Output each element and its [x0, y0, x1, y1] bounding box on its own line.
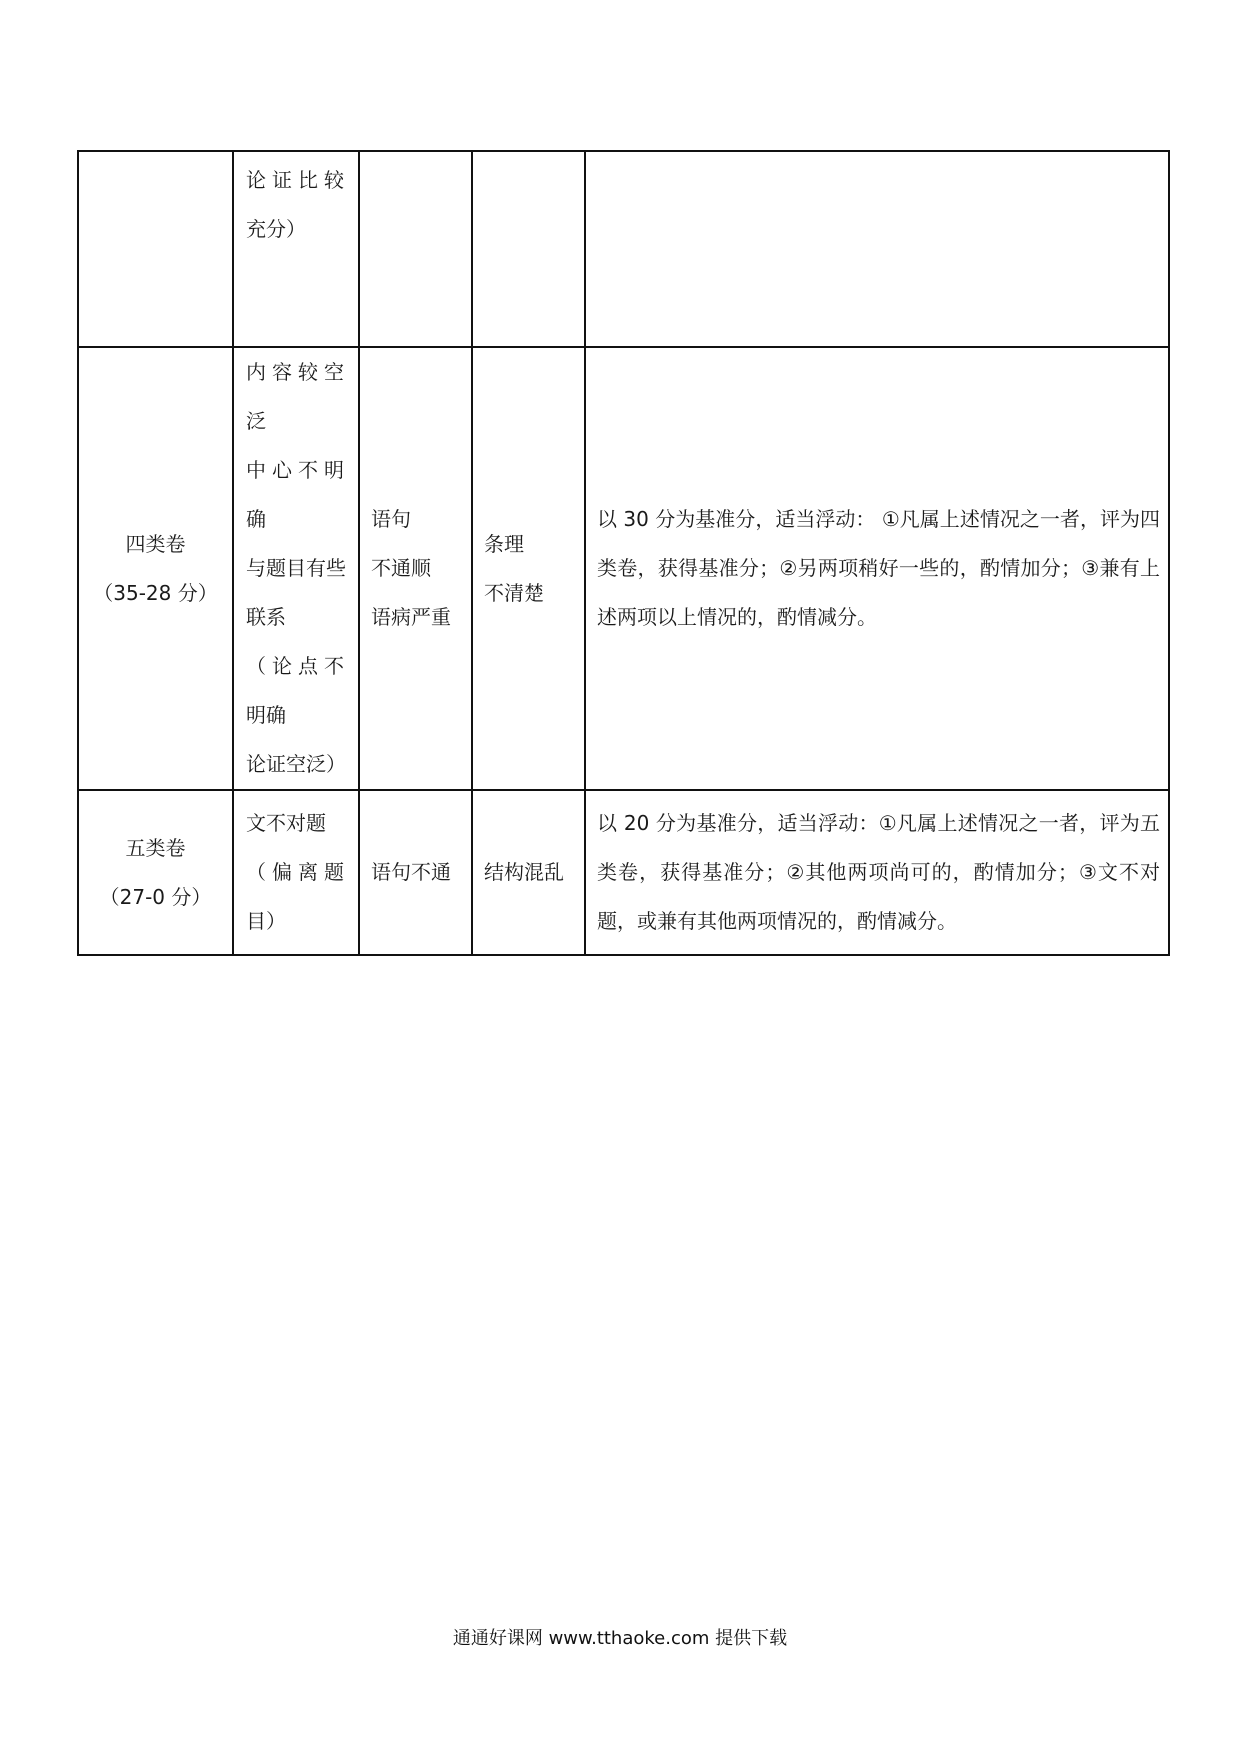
grade-range: （35-28 分）: [93, 580, 218, 605]
table-row: [78, 151, 1169, 347]
content-line: 论证比较: [246, 168, 350, 192]
content-line: 中心不明: [246, 458, 350, 482]
content-line: 确: [246, 507, 266, 531]
language-line: 不通顺: [371, 556, 431, 580]
content-cell: [233, 347, 359, 790]
content-line: 目）: [246, 909, 286, 933]
grade-label: 五类卷: [125, 835, 186, 860]
content-line: 明确: [246, 703, 286, 727]
language-line: 语句不通: [371, 860, 451, 884]
structure-cell: [472, 347, 585, 790]
language-cell: [359, 790, 472, 955]
table-row: [78, 790, 1169, 955]
structure-line: 条理: [484, 531, 524, 556]
note-text: 以 20 分为基准分，适当浮动：①凡属上述情况之一者，评为五类卷，获得基准分；②其他两项尚可的，酌情加分；③文不对题，或兼有其他两项情况的，酌情减分。: [597, 811, 1160, 933]
content-line: 论证空泛）: [246, 752, 346, 776]
content-line: （偏离题: [246, 860, 350, 884]
language-line: 语句: [371, 507, 411, 531]
content-line: 与题目有些: [246, 556, 346, 580]
note-cell: [585, 790, 1169, 955]
structure-cell: [472, 151, 585, 347]
content-line: 泛: [246, 409, 266, 433]
content-line: 充分）: [246, 217, 306, 241]
note-cell: [585, 347, 1169, 790]
grade-cell: [78, 151, 233, 347]
grade-cell: [78, 790, 233, 955]
structure-cell: [472, 790, 585, 955]
note-text: 以 30 分为基准分，适当浮动： ①凡属上述情况之一者，评为四类卷，获得基准分；②另两项稍好一些的，酌情加分；③兼有上述两项以上情况的，酌情减分。: [597, 507, 1160, 629]
content-cell: [233, 790, 359, 955]
structure-line: 不清楚: [484, 580, 544, 605]
content-cell: [233, 151, 359, 347]
table-row: [78, 347, 1169, 790]
grading-table: [77, 150, 1170, 956]
content-line: 内容较空: [246, 360, 350, 384]
content-line: 联系: [246, 605, 286, 629]
content-line: （论点不: [246, 654, 350, 678]
note-cell: [585, 151, 1169, 347]
language-line: 语病严重: [371, 605, 451, 629]
grade-cell: [78, 347, 233, 790]
grade-label: 四类卷: [125, 531, 186, 556]
language-cell: [359, 151, 472, 347]
language-cell: [359, 347, 472, 790]
content-line: 文不对题: [246, 811, 326, 835]
footer-download-notice: 通通好课网 www.tthaoke.com 提供下载: [452, 1628, 788, 1649]
structure-line: 结构混乱: [484, 860, 564, 884]
grade-range: （27-0 分）: [99, 884, 212, 909]
